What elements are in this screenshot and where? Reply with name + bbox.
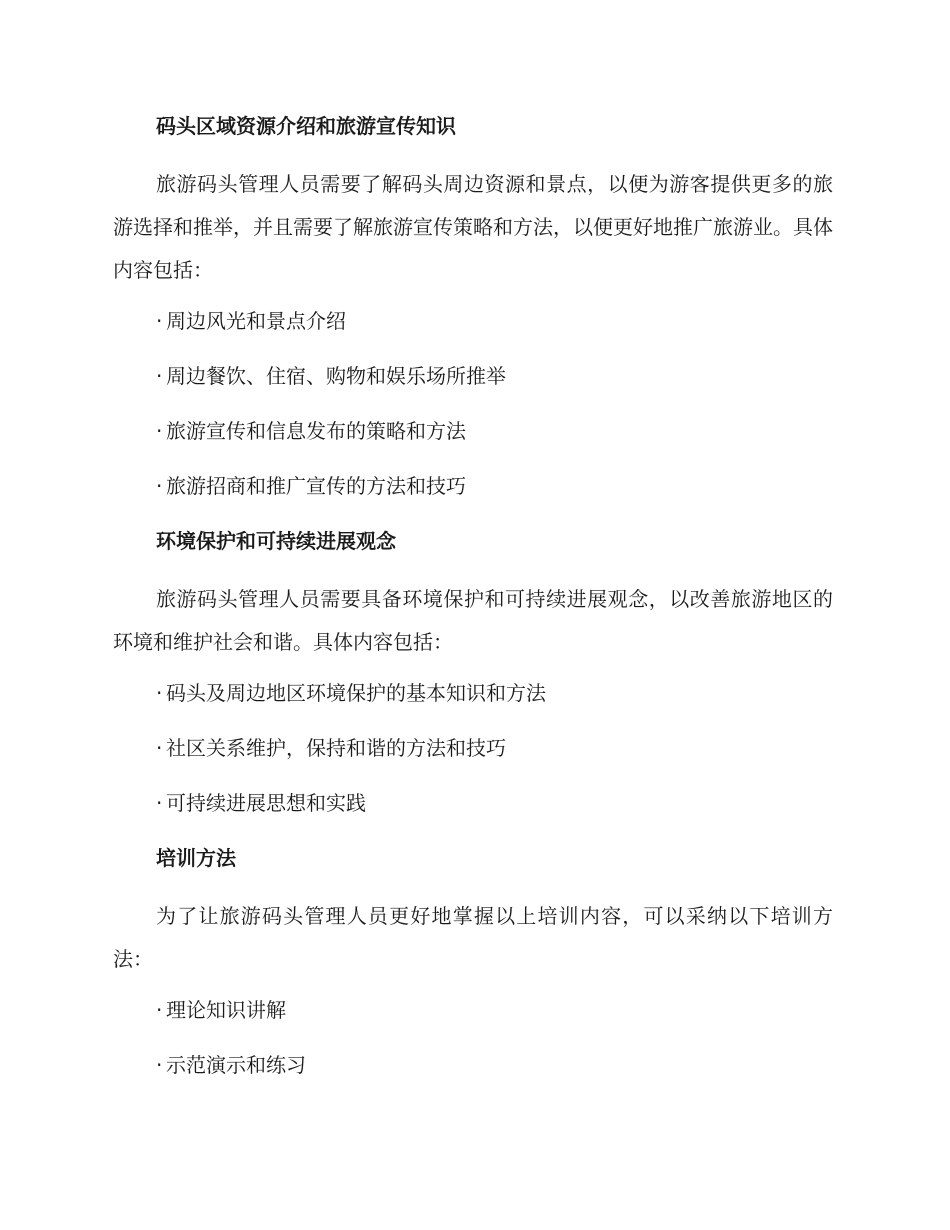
bullet-marker: · — [156, 791, 163, 815]
document-page — [113, 108, 833, 1102]
bullet-marker: · — [156, 998, 163, 1022]
bullet-text: 示范演示和练习 — [166, 1053, 306, 1077]
bullet-item — [113, 413, 833, 449]
bullet-marker: · — [156, 681, 163, 705]
section-heading: 培训方法 — [156, 846, 236, 870]
bullet-item — [113, 730, 833, 766]
section-paragraph: 旅游码头管理人员需要具备环境保护和可持续进展观念，以改善旅游地区的环境和维护社会和谐。具体内容包括： — [113, 587, 833, 654]
bullet-text: 旅游招商和推广宣传的方法和技巧 — [166, 474, 466, 498]
bullet-marker: · — [156, 309, 163, 333]
bullet-marker: · — [156, 474, 163, 498]
section-heading: 环境保护和可持续进展观念 — [156, 529, 396, 553]
bullet-text: 可持续进展思想和实践 — [166, 791, 366, 815]
bullet-text: 周边风光和景点介绍 — [166, 309, 346, 333]
bullet-item — [113, 992, 833, 1028]
section-paragraph: 为了让旅游码头管理人员更好地掌握以上培训内容，可以采纳以下培训方法： — [113, 904, 833, 971]
bullet-marker: · — [156, 1053, 163, 1077]
bullet-item — [113, 468, 833, 504]
bullet-text: 社区关系维护，保持和谐的方法和技巧 — [166, 736, 506, 760]
bullet-text: 周边餐饮、住宿、购物和娱乐场所推举 — [166, 364, 506, 388]
bullet-text: 理论知识讲解 — [166, 998, 286, 1022]
section-heading: 码头区域资源介绍和旅游宣传知识 — [156, 114, 456, 138]
bullet-item — [113, 785, 833, 821]
bullet-marker: · — [156, 364, 163, 388]
bullet-marker: · — [156, 419, 163, 443]
bullet-item — [113, 1047, 833, 1083]
bullet-item — [113, 675, 833, 711]
bullet-marker: · — [156, 736, 163, 760]
bullet-text: 码头及周边地区环境保护的基本知识和方法 — [166, 681, 546, 705]
bullet-text: 旅游宣传和信息发布的策略和方法 — [166, 419, 466, 443]
bullet-item — [113, 358, 833, 394]
bullet-item — [113, 303, 833, 339]
section-paragraph: 旅游码头管理人员需要了解码头周边资源和景点，以便为游客提供更多的旅游选择和推举，并且需要了解旅游宣传策略和方法，以便更好地推广旅游业。具体内容包括： — [113, 172, 833, 282]
